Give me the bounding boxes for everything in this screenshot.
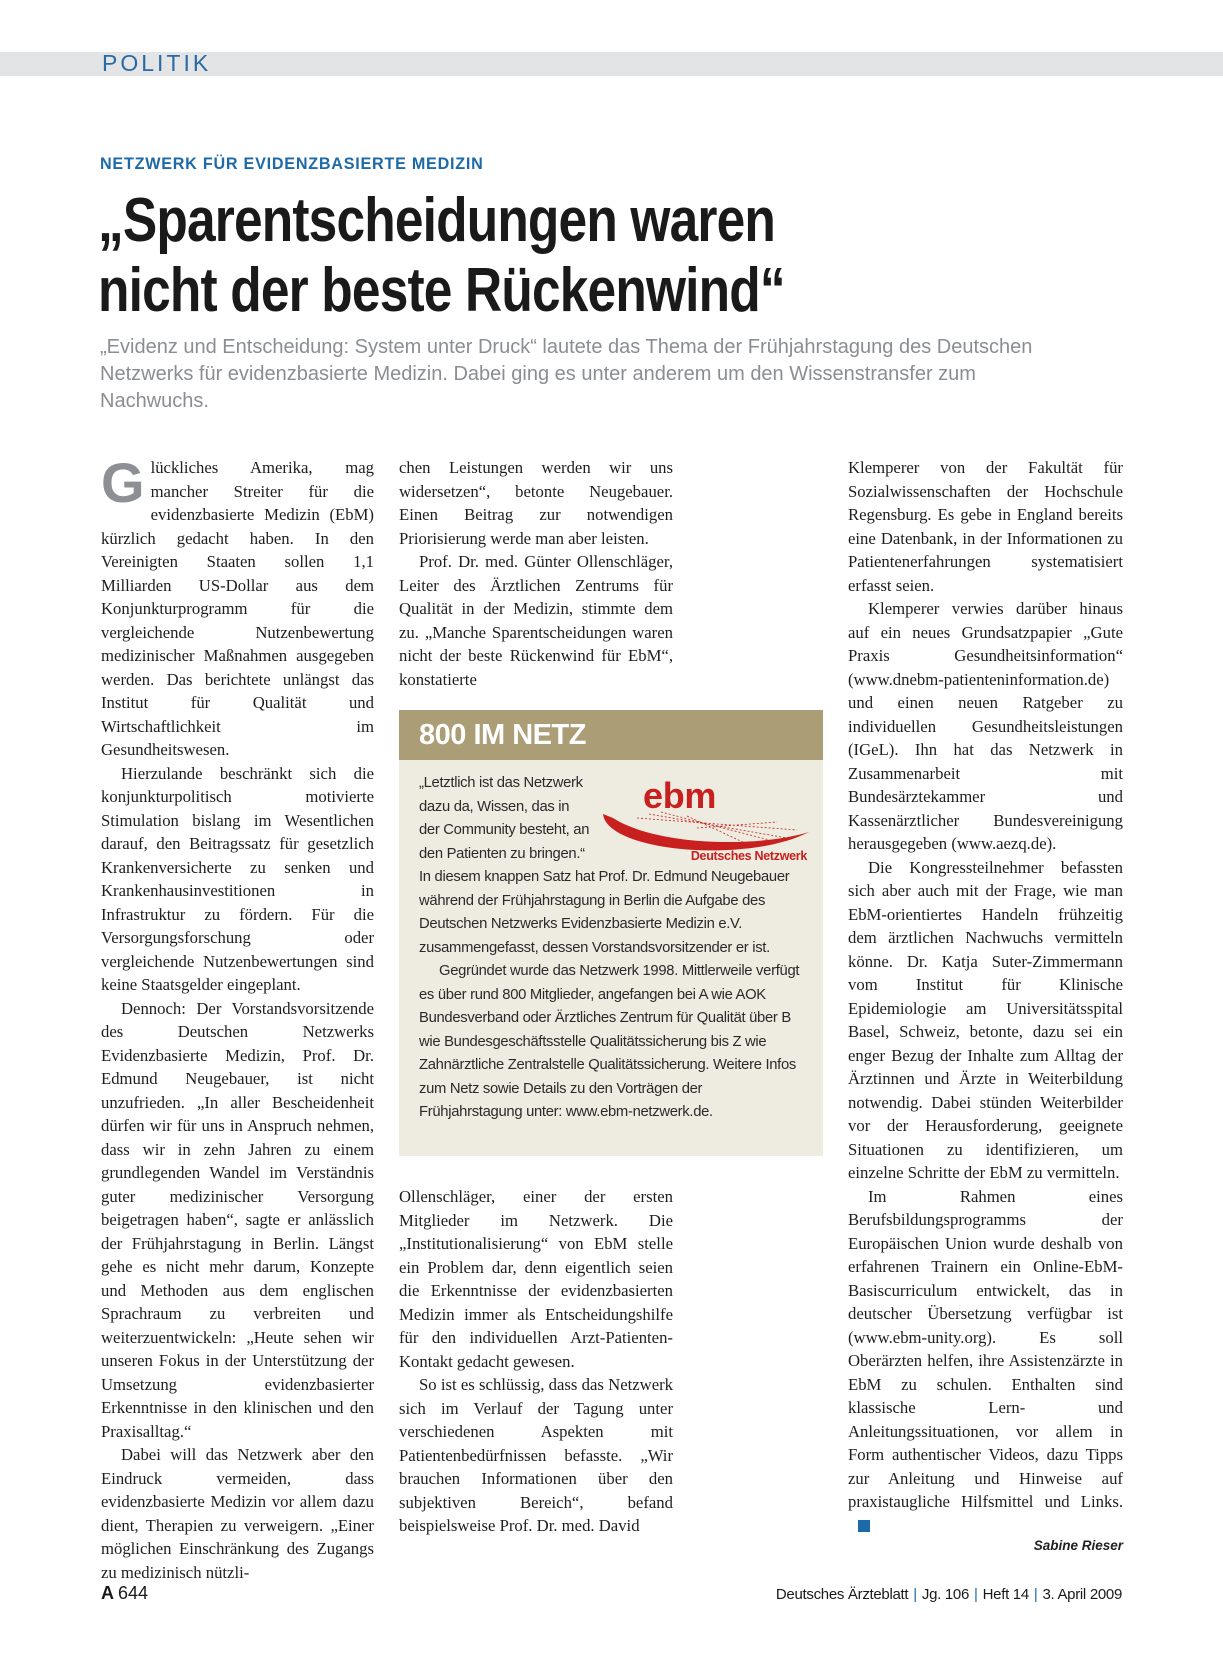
logo-swoosh xyxy=(603,814,809,850)
footer-issue: Heft 14 xyxy=(982,1586,1029,1603)
paragraph: Klemperer von der Fakultät für Sozialwissenschaften der Hochschule Regensburg. Es gebe in England bereits eine Datenbank, in der Informationen zu Patientenerfahrungen systematisiert erfasst seien. xyxy=(848,458,1123,595)
article-column-2-bottom xyxy=(399,1185,673,1538)
article-kicker: NETZWERK FÜR EVIDENZBASIERTE MEDIZIN xyxy=(100,154,484,173)
article-lead: „Evidenz und Entscheidung: System unter Druck“ lautete das Thema der Frühjahrstagung des Deutschen Netzwerks für evidenzbasierte Medizin. Dabei ging es unter anderem um den Wissenstransfer zum Nachwuchs. xyxy=(100,336,1033,412)
paragraph: Prof. Dr. med. Günter Ollenschläger, Leiter des Ärztlichen Zentrums für Qualität in der Medizin, stimmte dem zu. „Manche Sparentscheidungen waren nicht der beste Rückenwind für EbM“, konstatierte xyxy=(399,552,673,689)
paragraph: Ollenschläger, einer der ersten Mitglieder im Netzwerk. Die „Institutionalisierung“ von EbM stelle ein Problem dar, denn eigentlich seien die Erkenntnisse der evidenzbasierten Medizin immer als Entscheidungshilfe für den individuellen Arzt-Patienten-Kontakt gedacht gewesen. xyxy=(399,1187,673,1371)
paragraph: Klemperer verwies darüber hinaus auf ein neues Grundsatzpapier „Gute Praxis Gesundheitsinformation“ (www.dnebm-patienteninformation.de) und einen neuen Ratgeber zu individuellen Gesundheitsleistungen (IGeL). Ihn hat das Netzwerk in Zusammenarbeit mit Bundesärztekammer und Kassenärztlicher Bundesvereinigung herausgegeben (www.aezq.de). xyxy=(848,599,1123,853)
footer-journal: Deutsches Ärzteblatt xyxy=(775,1586,909,1603)
paragraph: chen Leistungen werden wir uns widersetzen“, betonte Neugebauer. Einen Beitrag zur notwendigen Priorisierung werde man aber leisten. xyxy=(399,458,673,548)
paragraph-text: Im Rahmen eines Berufsbildungsprogramms der Europäischen Union wurde deshalb von erfahrenen Trainern ein Online-EbM-Basiscurriculum entwickelt, das in deutscher Übersetzung verfügbar ist (www.ebm-unity.org). Es soll Oberärzten helfen, ihre Assistenzärzte in EbM zu schulen. Enthalten sind klassische Lern- und Anleitungssituationen, vor allem in Form authentischer Videos, dazu Tipps zur Anleitung und Hinweise auf praxistaugliche Hilfsmittel und Links. xyxy=(848,1186,1123,1511)
separator: | xyxy=(1033,1586,1038,1603)
headline-line-2: nicht der beste Rückenwind“ xyxy=(98,256,785,325)
info-box-body xyxy=(399,760,823,1125)
page-number xyxy=(101,1583,148,1604)
page-prefix: A xyxy=(101,1583,114,1603)
page-number-value: 644 xyxy=(118,1583,149,1603)
section-label: POLITIK xyxy=(102,50,212,76)
paragraph: Dabei will das Netzwerk aber den Eindruck vermeiden, dass evidenzbasierte Medizin vor allem dazu dient, Therapien zu verweigern. „Einer möglichen Einschränkung des Zugangs zu medizinisch nützli- xyxy=(101,1445,374,1582)
info-box-paragraph: „Letztlich ist das Netzwerk dazu da, Wissen, das in der Community besteht, an den Patienten zu bringen.“ In diesem knappen Satz hat Prof. Dr. Edmund Neugebauer während der Frühjahrstagung in Berlin die Aufgabe des Deutschen Netzwerks Evidenzbasierte Medizin e.V. zusammengefasst, dessen Vorstandsvorsitzender er ist. xyxy=(419,775,790,956)
end-mark-icon xyxy=(858,1520,870,1532)
ebm-logo-text: ebm xyxy=(643,775,717,816)
headline-line-1: „Sparentscheidungen waren xyxy=(98,186,775,255)
article-column-2-top xyxy=(399,456,673,691)
paragraph: Dennoch: Der Vorstandsvorsitzende des Deutschen Netzwerks Evidenzbasierte Medizin, Prof. Dr. Edmund Neugebauer, ist nicht unzufrieden. „In aller Bescheidenheit dürfen wir für uns in Anspruch nehmen, dass wir in zehn Jahren zu einem grundlegenden Wandel im Verständnis guter medizinischer Versorgung beigetragen haben“, sagte er anlässlich der Frühjahrstagung in Berlin. Längst gehe es nicht mehr darum, Konzepte und Methoden aus dem englischen Sprachraum zu verbreiten und weiterzuentwickeln: „Heute sehen wir unseren Fokus in der Unterstützung der Umsetzung evidenzbasierter Erkenntnisse in den klinischen und den Praxisalltag.“ xyxy=(101,998,374,1441)
paragraph: Die Kongressteilnehmer befassten sich aber auch mit der Frage, wie man EbM-orientiertes Handeln frühzeitig dem ärztlichen Nachwuchs vermitteln könne. Dr. Katja Suter-Zimmermann vom Institut für Klinische Epidemiologie am Universitätsspital Basel, Schweiz, betonte, dazu sei ein enger Bezug der Inhalte zum Alltag der Ärztinnen und Ärzte in Weiterbildung notwendig. Dabei stünden Weiterbilder vor der Herausforderung, geeignete Situationen zu identifizieren, um einzelne Schritte der EbM zu vermitteln. xyxy=(848,857,1123,1182)
footer-volume: Jg. 106 xyxy=(921,1586,970,1603)
paragraph xyxy=(848,1185,1123,1538)
article-column-3 xyxy=(848,456,1123,1537)
footer-date: 3. April 2009 xyxy=(1042,1586,1122,1603)
article-column-1 xyxy=(101,451,374,1584)
separator: | xyxy=(913,1586,917,1603)
info-box-paragraph: Gegründet wurde das Netzwerk 1998. Mittlerweile verfügt es über rund 800 Mitglieder, angefangen bei A wie AOK Bundesverband oder Ärztliches Zentrum für Qualität über B wie Bundesgeschäftsstelle Qualitätssicherung bis Z wie Zahnärztliche Zentralstelle Qualitätssicherung. Weitere Infos zum Netz sowie Details zu den Vorträgen der Frühjahrstagung unter: www.ebm-netzwerk.de. xyxy=(419,963,800,1120)
drop-cap: G xyxy=(101,451,145,514)
info-box-title: 800 IM NETZ xyxy=(399,710,823,760)
paragraph: So ist es schlüssig, dass das Netzwerk sich im Verlauf der Tagung unter verschiedenen Aspekten mit Patientenbedürfnissen befasste. „Wir brauchen Informationen über den subjektiven Bereich“, befand beispielsweise Prof. Dr. med. David xyxy=(399,1375,673,1535)
ebm-logo-subtext: Deutsches Netzwerk xyxy=(690,849,807,863)
article-headline xyxy=(98,186,785,326)
paragraph: Hierzulande beschränkt sich die konjunkturpolitisch motivierte Stimulation bislang im Wesentlichen darauf, den Beitragssatz für gesetzlich Krankenversicherte zu senken und Krankenhausinvestitionen in Infrastruktur zu fördern. Für die Versorgungsforschung oder vergleichende Nutzenbewertungen sind keine Staatsgelder eingeplant. xyxy=(101,763,374,994)
author-signature: Sabine Rieser xyxy=(1033,1538,1123,1553)
info-box xyxy=(399,710,823,1156)
separator: | xyxy=(974,1586,978,1603)
footer-citation xyxy=(776,1586,1122,1603)
paragraph-text: lückliches Amerika, mag mancher Streiter für die evidenzbasierte Medizin (EbM) kürzlich gedacht haben. In den Vereinigten Staaten sollen 1,1 Milliarden US-Dollar aus dem Konjunkturprogramm für die vergleichende Nutzenbewertung medizinischer Maßnahmen ausgegeben werden. Das berichtete unlängst das Institut für Qualität und Wirtschaftlichkeit im Gesundheitswesen. xyxy=(101,458,374,759)
paragraph xyxy=(101,451,374,762)
ebm-logo xyxy=(597,768,815,864)
